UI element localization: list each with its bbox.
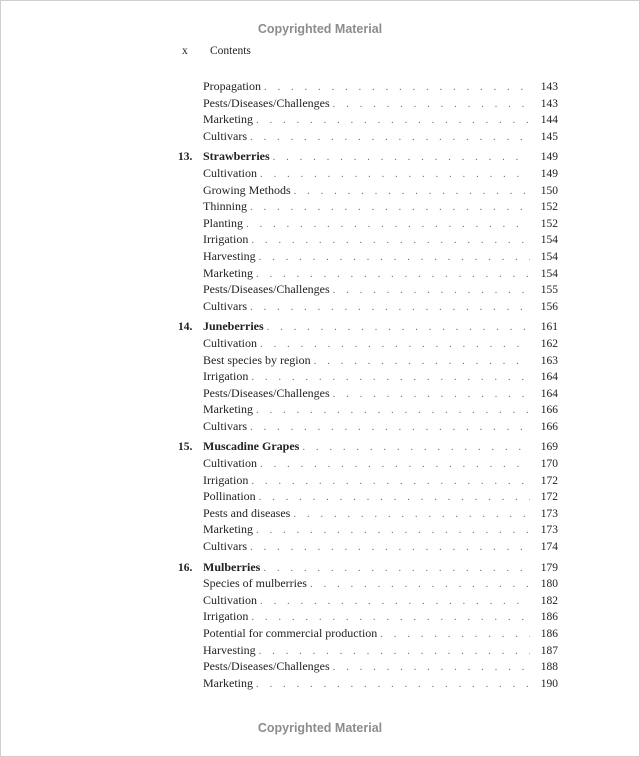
dot-leader [333, 386, 530, 403]
running-head [182, 45, 251, 57]
toc-section-title: Harvesting [203, 642, 256, 657]
toc-section-entry [178, 575, 558, 592]
dot-leader [256, 266, 530, 283]
toc-page-number: 164 [540, 371, 558, 384]
toc-section-entry [178, 128, 558, 145]
toc-section-title: Pests/Diseases/Challenges [203, 659, 330, 674]
dot-leader [333, 96, 530, 113]
toc-chapter-number: 14. [178, 321, 193, 334]
toc-section-title: Species of mulberries [203, 576, 307, 591]
toc-section-entry [178, 472, 558, 489]
toc-section-entry [178, 298, 558, 315]
toc-section-title: Thinning [203, 199, 247, 214]
toc-page-number: 143 [540, 97, 558, 110]
toc-page-number: 170 [540, 458, 558, 471]
toc-page-number: 172 [540, 474, 558, 487]
copyright-watermark-top: Copyrighted Material [257, 22, 383, 36]
table-of-contents [178, 78, 558, 695]
dot-leader [260, 336, 530, 353]
dot-leader [273, 149, 530, 166]
toc-section-entry [178, 281, 558, 298]
toc-section-entry [178, 418, 558, 435]
toc-chapter-number: 13. [178, 151, 193, 164]
toc-section-title: Planting [203, 215, 244, 230]
dot-leader [250, 299, 530, 316]
toc-page-number: 187 [540, 644, 558, 657]
toc-page-number: 164 [540, 387, 558, 400]
dot-leader [260, 593, 530, 610]
toc-section-entry [178, 335, 558, 352]
toc-section-title: Harvesting [203, 248, 256, 263]
toc-section-title: Potential for commercial production [203, 626, 378, 640]
dot-leader [260, 166, 530, 183]
dot-leader [251, 369, 530, 386]
toc-page-number: 173 [540, 507, 558, 520]
dot-leader [263, 560, 530, 577]
toc-section-title: Cultivation [203, 456, 257, 471]
toc-section-title: Cultivation [203, 335, 257, 350]
dot-leader [251, 473, 530, 490]
dot-leader [251, 609, 530, 626]
dot-leader [250, 199, 530, 216]
toc-page-number: 179 [540, 561, 558, 574]
toc-page-number: 154 [540, 267, 558, 280]
toc-section-entry [178, 78, 558, 95]
toc-page-number: 155 [540, 284, 558, 297]
dot-leader [380, 626, 530, 643]
toc-page-number: 182 [540, 594, 558, 607]
toc-section-entry [178, 111, 558, 128]
toc-section-title: Pests/Diseases/Challenges [203, 385, 330, 400]
toc-page-number: 144 [540, 114, 558, 127]
toc-chapter-entry [178, 559, 558, 576]
toc-page-number: 162 [540, 337, 558, 350]
toc-section-title: Pollination [203, 489, 256, 504]
toc-section-title: Pests/Diseases/Challenges [203, 95, 330, 110]
dot-leader [294, 183, 530, 200]
toc-section-entry [178, 385, 558, 402]
toc-section-entry [178, 165, 558, 182]
toc-page-number: 174 [540, 541, 558, 554]
dot-leader [333, 659, 530, 676]
toc-chapter-entry [178, 438, 558, 455]
dot-leader [259, 643, 530, 660]
toc-chapter-title: Strawberries [203, 149, 270, 164]
toc-section-title: Pests/Diseases/Challenges [203, 282, 330, 297]
running-head-title: Contents [210, 45, 251, 57]
toc-page-number: 180 [540, 578, 558, 591]
toc-chapter-entry [178, 318, 558, 335]
toc-page-number: 163 [540, 354, 558, 367]
toc-page-number: 172 [540, 491, 558, 504]
toc-section-entry [178, 658, 558, 675]
toc-chapter-title: Mulberries [203, 559, 261, 574]
toc-section-entry [178, 538, 558, 555]
toc-section-entry [178, 248, 558, 265]
toc-page-number: 169 [540, 441, 558, 454]
toc-page-number: 154 [540, 234, 558, 247]
dot-leader [250, 539, 530, 556]
toc-section-title: Cultivation [203, 592, 257, 607]
toc-page-number: 156 [540, 300, 558, 313]
dot-leader [310, 576, 530, 593]
toc-section-title: Irrigation [203, 472, 249, 487]
toc-section-title: Irrigation [203, 609, 249, 624]
toc-page-number: 145 [540, 130, 558, 143]
toc-section-title: Best species by region [203, 352, 311, 367]
toc-continued-group [178, 78, 558, 144]
toc-page-number: 149 [540, 151, 558, 164]
dot-leader [314, 353, 530, 370]
dot-leader [256, 676, 530, 693]
toc-section-title: Cultivars [203, 418, 247, 433]
toc-page-number: 154 [540, 250, 558, 263]
dot-leader [260, 456, 530, 473]
toc-chapter-group [178, 559, 558, 692]
dot-leader [264, 79, 530, 96]
toc-section-entry [178, 215, 558, 232]
toc-chapter-entry [178, 148, 558, 165]
toc-chapter-title: Juneberries [203, 319, 264, 334]
toc-chapter-title: Muscadine Grapes [203, 439, 300, 454]
toc-page-number: 186 [540, 628, 558, 640]
toc-section-entry [178, 265, 558, 282]
toc-section-entry [178, 642, 558, 659]
toc-section-title: Propagation [203, 79, 261, 93]
dot-leader [250, 129, 530, 146]
toc-section-entry [178, 625, 558, 642]
dot-leader [251, 232, 530, 249]
toc-section-title: Cultivars [203, 128, 247, 143]
toc-section-title: Marketing [203, 265, 253, 280]
toc-section-title: Marketing [203, 112, 253, 127]
toc-section-entry [178, 455, 558, 472]
toc-section-entry [178, 352, 558, 369]
dot-leader [246, 216, 530, 233]
copyright-watermark-bottom: Copyrighted Material [257, 721, 383, 735]
toc-page-number: 161 [540, 321, 558, 334]
toc-section-title: Cultivation [203, 165, 257, 180]
toc-section-title: Marketing [203, 522, 253, 537]
toc-chapter-number: 16. [178, 561, 193, 574]
toc-page-number: 149 [540, 167, 558, 180]
toc-page-number: 152 [540, 217, 558, 230]
dot-leader [259, 489, 530, 506]
dot-leader [259, 249, 530, 266]
toc-section-title: Marketing [203, 402, 253, 417]
toc-section-entry [178, 401, 558, 418]
toc-section-entry [178, 231, 558, 248]
toc-page-number: 150 [540, 184, 558, 197]
dot-leader [293, 506, 530, 523]
toc-section-title: Marketing [203, 675, 253, 690]
toc-page-number: 166 [540, 420, 558, 433]
toc-section-entry [178, 592, 558, 609]
toc-chapter-group [178, 148, 558, 314]
toc-chapter-group [178, 438, 558, 554]
dot-leader [256, 522, 530, 539]
toc-section-title: Cultivars [203, 539, 247, 554]
dot-leader [302, 439, 530, 456]
toc-chapter-number: 15. [178, 441, 193, 454]
dot-leader [250, 419, 530, 436]
toc-page-number: 166 [540, 404, 558, 417]
dot-leader [267, 319, 530, 336]
toc-section-entry [178, 505, 558, 522]
toc-section-title: Irrigation [203, 369, 249, 384]
toc-page-number: 186 [540, 611, 558, 624]
running-head-page-number: x [182, 45, 188, 57]
dot-leader [256, 112, 530, 129]
toc-page-number: 188 [540, 661, 558, 674]
toc-section-title: Cultivars [203, 298, 247, 313]
toc-section-title: Growing Methods [203, 182, 291, 197]
toc-section-entry [178, 488, 558, 505]
toc-section-entry [178, 182, 558, 199]
toc-section-entry [178, 368, 558, 385]
toc-page-number: 143 [540, 81, 558, 93]
dot-leader [333, 282, 530, 299]
toc-section-entry [178, 95, 558, 112]
dot-leader [256, 402, 530, 419]
toc-section-entry [178, 675, 558, 692]
toc-page-number: 152 [540, 201, 558, 214]
toc-section-entry [178, 608, 558, 625]
toc-page-number: 190 [540, 677, 558, 690]
toc-section-title: Irrigation [203, 232, 249, 247]
toc-chapter-group [178, 318, 558, 434]
toc-section-title: Pests and diseases [203, 505, 291, 520]
toc-section-entry [178, 198, 558, 215]
toc-section-entry [178, 521, 558, 538]
toc-page-number: 173 [540, 524, 558, 537]
